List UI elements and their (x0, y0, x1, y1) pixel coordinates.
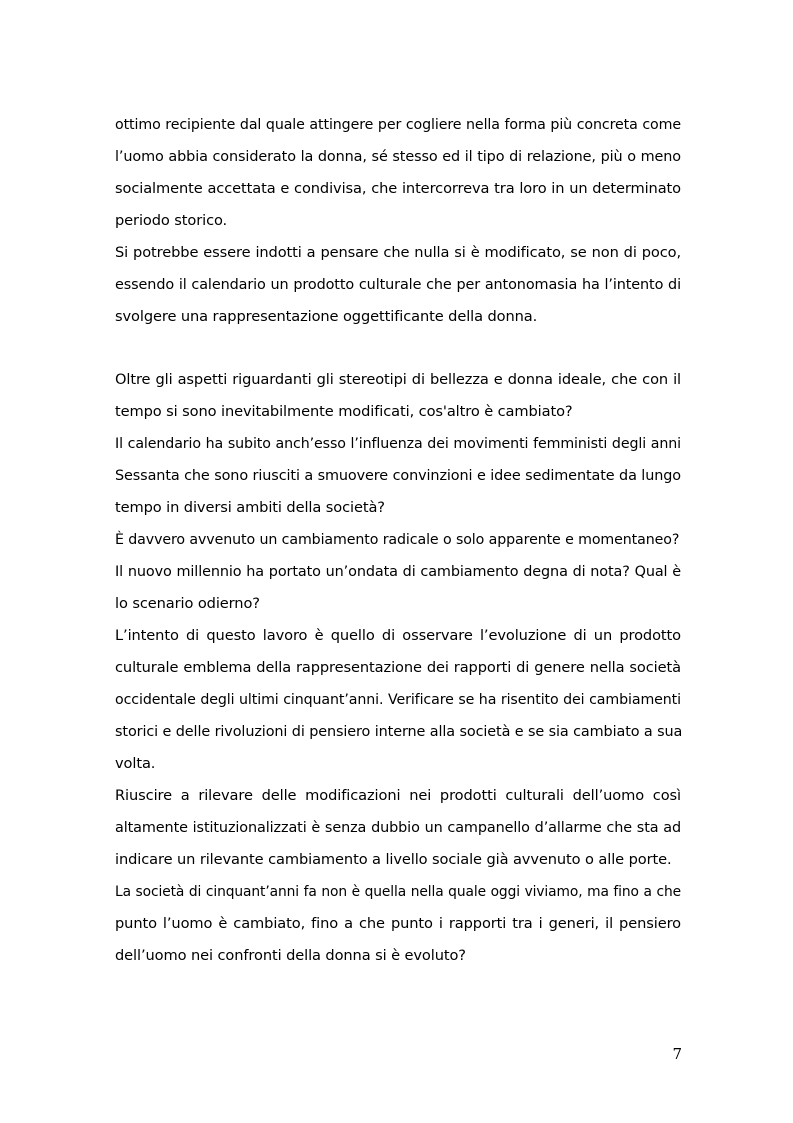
text-line: culturale emblema della rappresentazione dei rapporti di genere nella società (115, 659, 681, 676)
text-line: volta. (115, 755, 156, 772)
text-line: lo scenario odierno? (115, 595, 260, 612)
text-line: tempo si sono inevitabilmente modificati, cos'altro è cambiato? (115, 403, 573, 420)
text-line: La società di cinquant’anni fa non è quella nella quale oggi viviamo, ma fino a che (115, 884, 681, 900)
text-line: l’uomo abbia considerato la donna, sé stesso ed il tipo di relazione, più o meno (115, 149, 681, 165)
text-line: Riuscire a rilevare delle modificazioni nei prodotti culturali dell’uomo così (115, 787, 681, 804)
text-line: È davvero avvenuto un cambiamento radicale o solo apparente e momentaneo? (115, 532, 680, 548)
page-number: 7 (672, 1045, 682, 1063)
text-line: socialmente accettata e condivisa, che intercorreva tra loro in un determinato (115, 180, 681, 197)
text-line: Sessanta che sono riusciti a smuovere convinzioni e idee sedimentate da lungo (115, 468, 681, 484)
text-line: Oltre gli aspetti riguardanti gli stereotipi di bellezza e donna ideale, che con il (115, 371, 681, 388)
text-line: storici e delle rivoluzioni di pensiero interne alla società e se sia cambiato a sua (115, 724, 683, 740)
text-line: Il nuovo millennio ha portato un’ondata di cambiamento degna di nota? Qual è (115, 564, 681, 580)
text-line: tempo in diversi ambiti della società? (115, 499, 385, 516)
text-line: svolgere una rappresentazione oggettificante della donna. (115, 308, 538, 325)
text-line: occidentale degli ultimi cinquant’anni. Verificare se ha risentito dei cambiamenti (115, 692, 681, 708)
text-line: Il calendario ha subito anch’esso l’influenza dei movimenti femministi degli anni (115, 436, 681, 452)
text-line: altamente istituzionalizzati è senza dubbio un campanello d’allarme che sta ad (115, 820, 681, 836)
text-line: essendo il calendario un prodotto culturale che per antonomasia ha l’intento di (115, 277, 681, 293)
text-line: L’intento di questo lavoro è quello di osservare l’evoluzione di un prodotto (115, 627, 681, 644)
text-line: Si potrebbe essere indotti a pensare che nulla si è modificato, se non di poco, (115, 244, 681, 261)
text-line: ottimo recipiente dal quale attingere per cogliere nella forma più concreta come (115, 117, 681, 133)
text-line: punto l’uomo è cambiato, fino a che punto i rapporti tra i generi, il pensiero (115, 915, 681, 932)
text-line: dell’uomo nei confronti della donna si è evoluto? (115, 947, 466, 964)
text-line: indicare un rilevante cambiamento a livello sociale già avvenuto o alle porte. (115, 851, 672, 868)
text-line: periodo storico. (115, 212, 228, 229)
